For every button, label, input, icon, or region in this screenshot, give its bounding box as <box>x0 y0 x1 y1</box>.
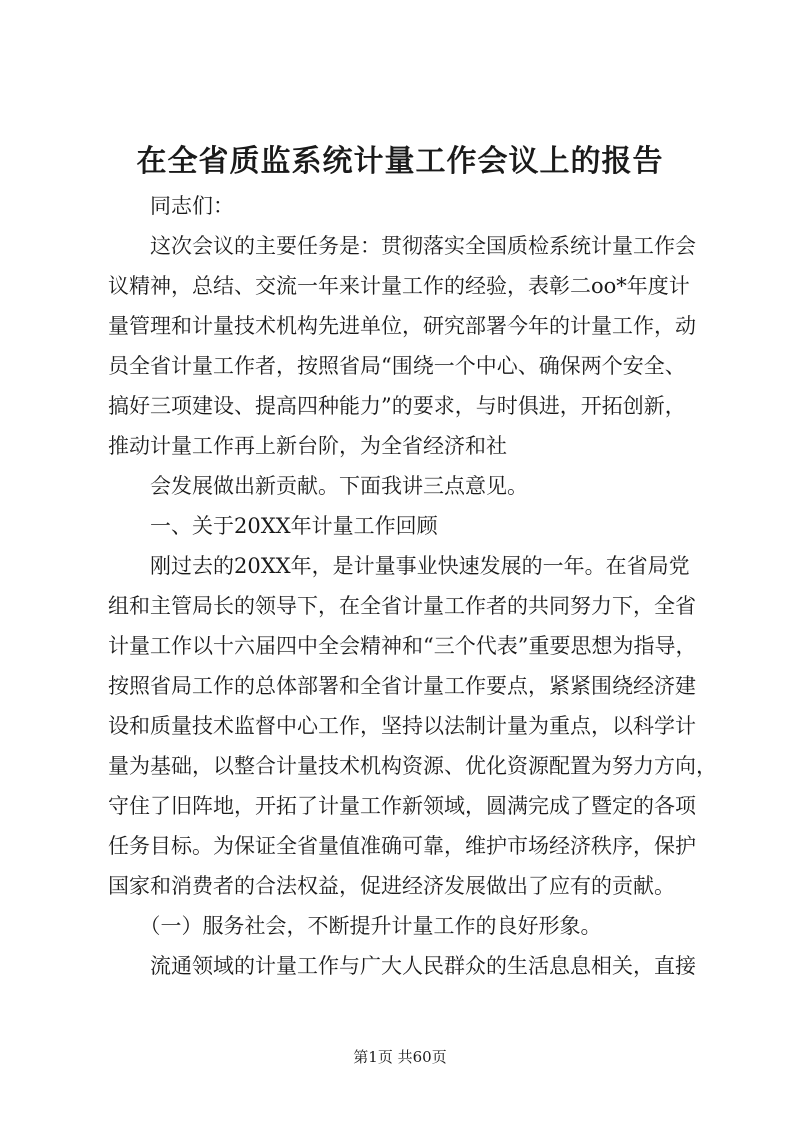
text-line: 刚过去的20XX年，是计量事业快速发展的一年。在省局党 <box>150 554 690 578</box>
text-line: 量管理和计量技术机构先进单位，研究部署今年的计量工作，动 <box>108 314 696 338</box>
text-line: 任务目标。为保证全省量值准确可靠，维护市场经济秩序，保护 <box>108 834 696 858</box>
text-line: 量为基础，以整合计量技术机构资源、优化资源配置为努力方向， <box>108 754 717 778</box>
text-line: 设和质量技术监督中心工作，坚持以法制计量为重点，以科学计 <box>108 714 696 738</box>
text-line: 会发展做出新贡献。下面我讲三点意见。 <box>150 474 528 498</box>
text-line: （一）服务社会，不断提升计量工作的良好形象。 <box>139 914 602 938</box>
text-line: 议精神，总结、交流一年来计量工作的经验，表彰二oo*年度计 <box>108 274 690 298</box>
document-body <box>108 186 718 986</box>
text-line: 组和主管局长的领导下，在全省计量工作者的共同努力下，全省 <box>108 594 696 618</box>
text-line: 计量工作以十六届四中全会精神和“三个代表”重要思想为指导， <box>108 634 697 658</box>
document-title: 在全省质监系统计量工作会议上的报告 <box>136 144 664 179</box>
text-line: 流通领域的计量工作与广大人民群众的生活息息相关，直接 <box>150 954 696 978</box>
text-line: 搞好三项建设、提高四种能力”的要求，与时俱进，开拓创新， <box>108 394 686 418</box>
text-line: 一、关于20XX年计量工作回顾 <box>150 514 438 538</box>
text-line: 守住了旧阵地，开拓了计量工作新领域，圆满完成了暨定的各项 <box>108 794 696 818</box>
text-line: 这次会议的主要任务是：贯彻落实全国质检系统计量工作会 <box>150 234 696 258</box>
text-line: 同志们： <box>150 194 234 218</box>
text-line: 国家和消费者的合法权益，促进经济发展做出了应有的贡献。 <box>108 874 675 898</box>
page-footer: 第1页 共60页 <box>353 1048 447 1066</box>
text-line: 按照省局工作的总体部署和全省计量工作要点，紧紧围绕经济建 <box>108 674 696 698</box>
text-line: 员全省计量工作者，按照省局“围绕一个中心、确保两个安全、 <box>108 354 686 378</box>
text-line: 推动计量工作再上新台阶，为全省经济和社 <box>108 434 507 458</box>
